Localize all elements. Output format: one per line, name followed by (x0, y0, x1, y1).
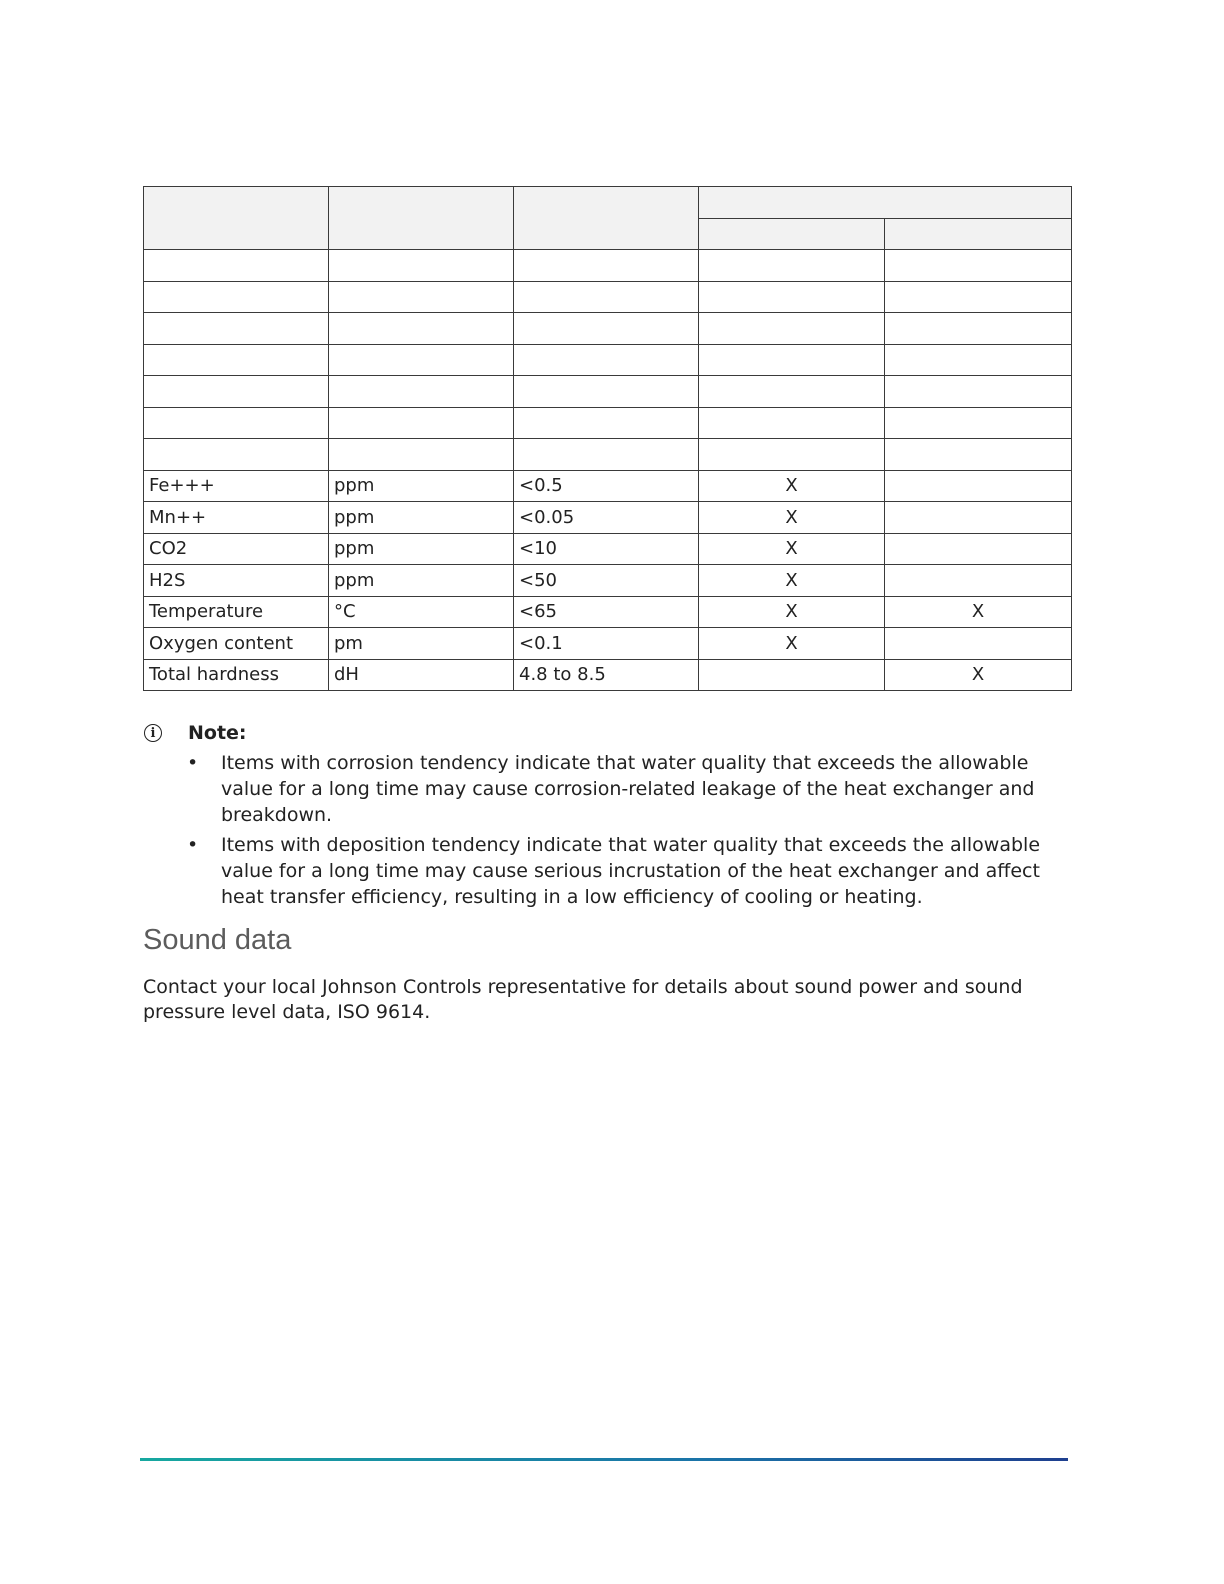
cell-deposition (885, 502, 1072, 534)
cell-value: 4.8 to 8.5 (514, 659, 699, 691)
table-header (144, 187, 1072, 250)
table-row (144, 565, 1072, 597)
cell-corrosion: X (699, 628, 885, 660)
header-cell-corrosion (699, 218, 885, 250)
cell-unit: ppm (329, 470, 514, 502)
info-icon: i (144, 724, 162, 742)
table-row-empty (144, 376, 1072, 408)
note-block (143, 720, 1073, 914)
bullet-icon: • (187, 834, 199, 856)
table-body (144, 250, 1072, 691)
cell-item: Mn++ (144, 502, 329, 534)
cell-unit: ppm (329, 502, 514, 534)
cell-deposition (885, 470, 1072, 502)
cell-value: <50 (514, 565, 699, 597)
cell-unit: ppm (329, 533, 514, 565)
table-row-empty (144, 344, 1072, 376)
bullet-icon: • (187, 752, 199, 774)
table-row-empty (144, 250, 1072, 282)
footer-rule (140, 1458, 1068, 1461)
cell-item: H2S (144, 565, 329, 597)
cell-value: <0.05 (514, 502, 699, 534)
note-list (143, 750, 1073, 910)
table-row (144, 596, 1072, 628)
cell-value: <10 (514, 533, 699, 565)
header-cell-deposition (885, 218, 1072, 250)
table-row-empty (144, 439, 1072, 471)
cell-deposition (885, 628, 1072, 660)
cell-deposition: X (885, 596, 1072, 628)
cell-unit: pm (329, 628, 514, 660)
table-row (144, 659, 1072, 691)
table-row (144, 470, 1072, 502)
cell-item: CO2 (144, 533, 329, 565)
cell-unit: ppm (329, 565, 514, 597)
table-row (144, 628, 1072, 660)
cell-value: <65 (514, 596, 699, 628)
header-cell-tendency-group (699, 187, 1072, 219)
note-header (143, 720, 1073, 746)
cell-value: <0.1 (514, 628, 699, 660)
cell-deposition: X (885, 659, 1072, 691)
note-item-text: Items with corrosion tendency indicate that water quality that exceeds the allowable value for a long time may cause corrosion-related leakage of the heat exchanger and breakdown. (221, 752, 1035, 826)
cell-corrosion: X (699, 596, 885, 628)
water-quality-table (143, 186, 1072, 691)
table-row-empty (144, 281, 1072, 313)
table-row-empty (144, 407, 1072, 439)
cell-item: Temperature (144, 596, 329, 628)
header-cell-allowable-value (514, 187, 699, 250)
cell-deposition (885, 533, 1072, 565)
section-body: Contact your local Johnson Controls representative for details about sound power and sound pressure level data, ISO 9614. (143, 976, 1023, 1023)
cell-unit: dH (329, 659, 514, 691)
cell-value: <0.5 (514, 470, 699, 502)
section-title: Sound data (143, 924, 292, 956)
note-title: Note: (188, 722, 247, 744)
table-row (144, 502, 1072, 534)
list-item (143, 750, 1073, 828)
header-cell-unit (329, 187, 514, 250)
cell-corrosion (699, 659, 885, 691)
cell-item: Oxygen content (144, 628, 329, 660)
cell-deposition (885, 565, 1072, 597)
list-item (143, 832, 1073, 910)
table-row-empty (144, 313, 1072, 345)
cell-corrosion: X (699, 533, 885, 565)
table-row (144, 533, 1072, 565)
header-cell-item (144, 187, 329, 250)
cell-corrosion: X (699, 502, 885, 534)
cell-corrosion: X (699, 565, 885, 597)
cell-item: Fe+++ (144, 470, 329, 502)
cell-unit: °C (329, 596, 514, 628)
cell-item: Total hardness (144, 659, 329, 691)
cell-corrosion: X (699, 470, 885, 502)
note-item-text: Items with deposition tendency indicate that water quality that exceeds the allowable value for a long time may cause serious incrustation of the heat exchanger and affect heat transfer efficiency, resulting in a low efficiency of cooling or heating. (221, 834, 1041, 908)
